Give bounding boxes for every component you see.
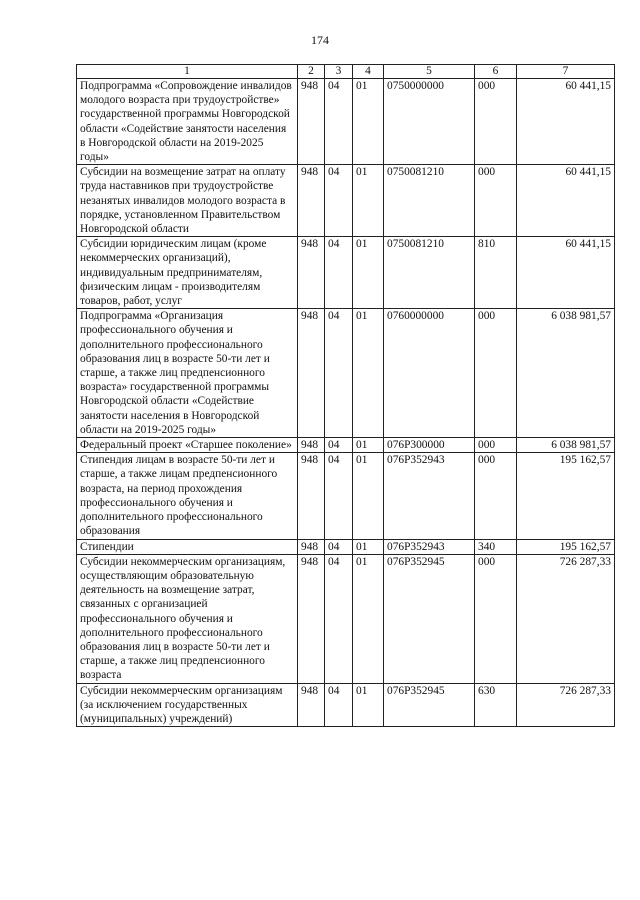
table-row bbox=[77, 438, 615, 453]
table-row bbox=[77, 237, 615, 309]
item-name: Подпрограмма «Сопровождение инвалидов молодого возраста при трудоустройстве» государственной программы Новгородской области «Содействие занятости населения в Новгородской области на 2019-2025 годы» bbox=[77, 79, 298, 165]
item-name: Подпрограмма «Организация профессионального обучения и дополнительного профессионального образования лиц в возрасте 50-ти лет и старше, а также лиц предпенсионного возраста» государственной программы Новгородской области «Содействие занятости населения в Новгородской области на 2019-2025 годы» bbox=[77, 309, 298, 438]
subsection-code: 01 bbox=[353, 165, 384, 237]
subsection-code: 01 bbox=[353, 438, 384, 453]
table-row bbox=[77, 165, 615, 237]
ministry-code: 948 bbox=[298, 309, 325, 438]
column-header: 5 bbox=[384, 65, 475, 79]
target-article-code: 076P352943 bbox=[384, 453, 475, 539]
table-header-row bbox=[77, 65, 615, 79]
expense-type-code: 000 bbox=[475, 438, 517, 453]
table-row bbox=[77, 554, 615, 683]
table-row bbox=[77, 539, 615, 554]
expense-type-code: 000 bbox=[475, 79, 517, 165]
amount: 195 162,57 bbox=[517, 539, 615, 554]
table-row bbox=[77, 683, 615, 727]
amount: 6 038 981,57 bbox=[517, 309, 615, 438]
item-name: Субсидии некоммерческим организациям, осуществляющим образовательную деятельность на возмещение затрат, связанных с организацией профессионального обучения и дополнительного профессионального образования лиц в возрасте 50-ти лет и старше, а также лиц предпенсионного возраста bbox=[77, 554, 298, 683]
subsection-code: 01 bbox=[353, 237, 384, 309]
item-name: Субсидии на возмещение затрат на оплату труда наставников при трудоустройстве незанятых инвалидов молодого возраста в порядке, установленном Правительством Новгородской области bbox=[77, 165, 298, 237]
subsection-code: 01 bbox=[353, 309, 384, 438]
item-name: Субсидии некоммерческим организациям (за исключением государственных (муниципальных) учреждений) bbox=[77, 683, 298, 727]
expense-type-code: 340 bbox=[475, 539, 517, 554]
subsection-code: 01 bbox=[353, 79, 384, 165]
ministry-code: 948 bbox=[298, 453, 325, 539]
expense-type-code: 810 bbox=[475, 237, 517, 309]
amount: 60 441,15 bbox=[517, 165, 615, 237]
section-code: 04 bbox=[325, 683, 353, 727]
amount: 60 441,15 bbox=[517, 237, 615, 309]
budget-table bbox=[76, 64, 615, 727]
section-code: 04 bbox=[325, 539, 353, 554]
subsection-code: 01 bbox=[353, 453, 384, 539]
amount: 60 441,15 bbox=[517, 79, 615, 165]
column-header: 6 bbox=[475, 65, 517, 79]
ministry-code: 948 bbox=[298, 79, 325, 165]
target-article-code: 076P300000 bbox=[384, 438, 475, 453]
expense-type-code: 000 bbox=[475, 554, 517, 683]
expense-type-code: 000 bbox=[475, 309, 517, 438]
item-name: Субсидии юридическим лицам (кроме некоммерческих организаций), индивидуальным предпринимателям, физическим лицам - производителям товаров, работ, услуг bbox=[77, 237, 298, 309]
amount: 726 287,33 bbox=[517, 554, 615, 683]
ministry-code: 948 bbox=[298, 165, 325, 237]
target-article-code: 0750000000 bbox=[384, 79, 475, 165]
target-article-code: 0760000000 bbox=[384, 309, 475, 438]
expense-type-code: 630 bbox=[475, 683, 517, 727]
table-row bbox=[77, 79, 615, 165]
target-article-code: 0750081210 bbox=[384, 165, 475, 237]
page-number: 174 bbox=[311, 33, 329, 47]
item-name: Стипендии bbox=[77, 539, 298, 554]
ministry-code: 948 bbox=[298, 554, 325, 683]
section-code: 04 bbox=[325, 309, 353, 438]
amount: 726 287,33 bbox=[517, 683, 615, 727]
column-header: 7 bbox=[517, 65, 615, 79]
ministry-code: 948 bbox=[298, 237, 325, 309]
ministry-code: 948 bbox=[298, 683, 325, 727]
column-header: 4 bbox=[353, 65, 384, 79]
section-code: 04 bbox=[325, 237, 353, 309]
subsection-code: 01 bbox=[353, 683, 384, 727]
item-name: Федеральный проект «Старшее поколение» bbox=[77, 438, 298, 453]
ministry-code: 948 bbox=[298, 438, 325, 453]
expense-type-code: 000 bbox=[475, 453, 517, 539]
subsection-code: 01 bbox=[353, 554, 384, 683]
target-article-code: 076P352943 bbox=[384, 539, 475, 554]
section-code: 04 bbox=[325, 438, 353, 453]
column-header: 2 bbox=[298, 65, 325, 79]
ministry-code: 948 bbox=[298, 539, 325, 554]
item-name: Стипендия лицам в возрасте 50-ти лет и старше, а также лицам предпенсионного возраста, на период прохождения профессионального обучения и дополнительного профессионального образования bbox=[77, 453, 298, 539]
amount: 195 162,57 bbox=[517, 453, 615, 539]
amount: 6 038 981,57 bbox=[517, 438, 615, 453]
column-header: 3 bbox=[325, 65, 353, 79]
column-header: 1 bbox=[77, 65, 298, 79]
section-code: 04 bbox=[325, 554, 353, 683]
section-code: 04 bbox=[325, 165, 353, 237]
table-row bbox=[77, 453, 615, 539]
target-article-code: 076P352945 bbox=[384, 683, 475, 727]
table-row bbox=[77, 309, 615, 438]
target-article-code: 076P352945 bbox=[384, 554, 475, 683]
target-article-code: 0750081210 bbox=[384, 237, 475, 309]
section-code: 04 bbox=[325, 453, 353, 539]
subsection-code: 01 bbox=[353, 539, 384, 554]
section-code: 04 bbox=[325, 79, 353, 165]
expense-type-code: 000 bbox=[475, 165, 517, 237]
